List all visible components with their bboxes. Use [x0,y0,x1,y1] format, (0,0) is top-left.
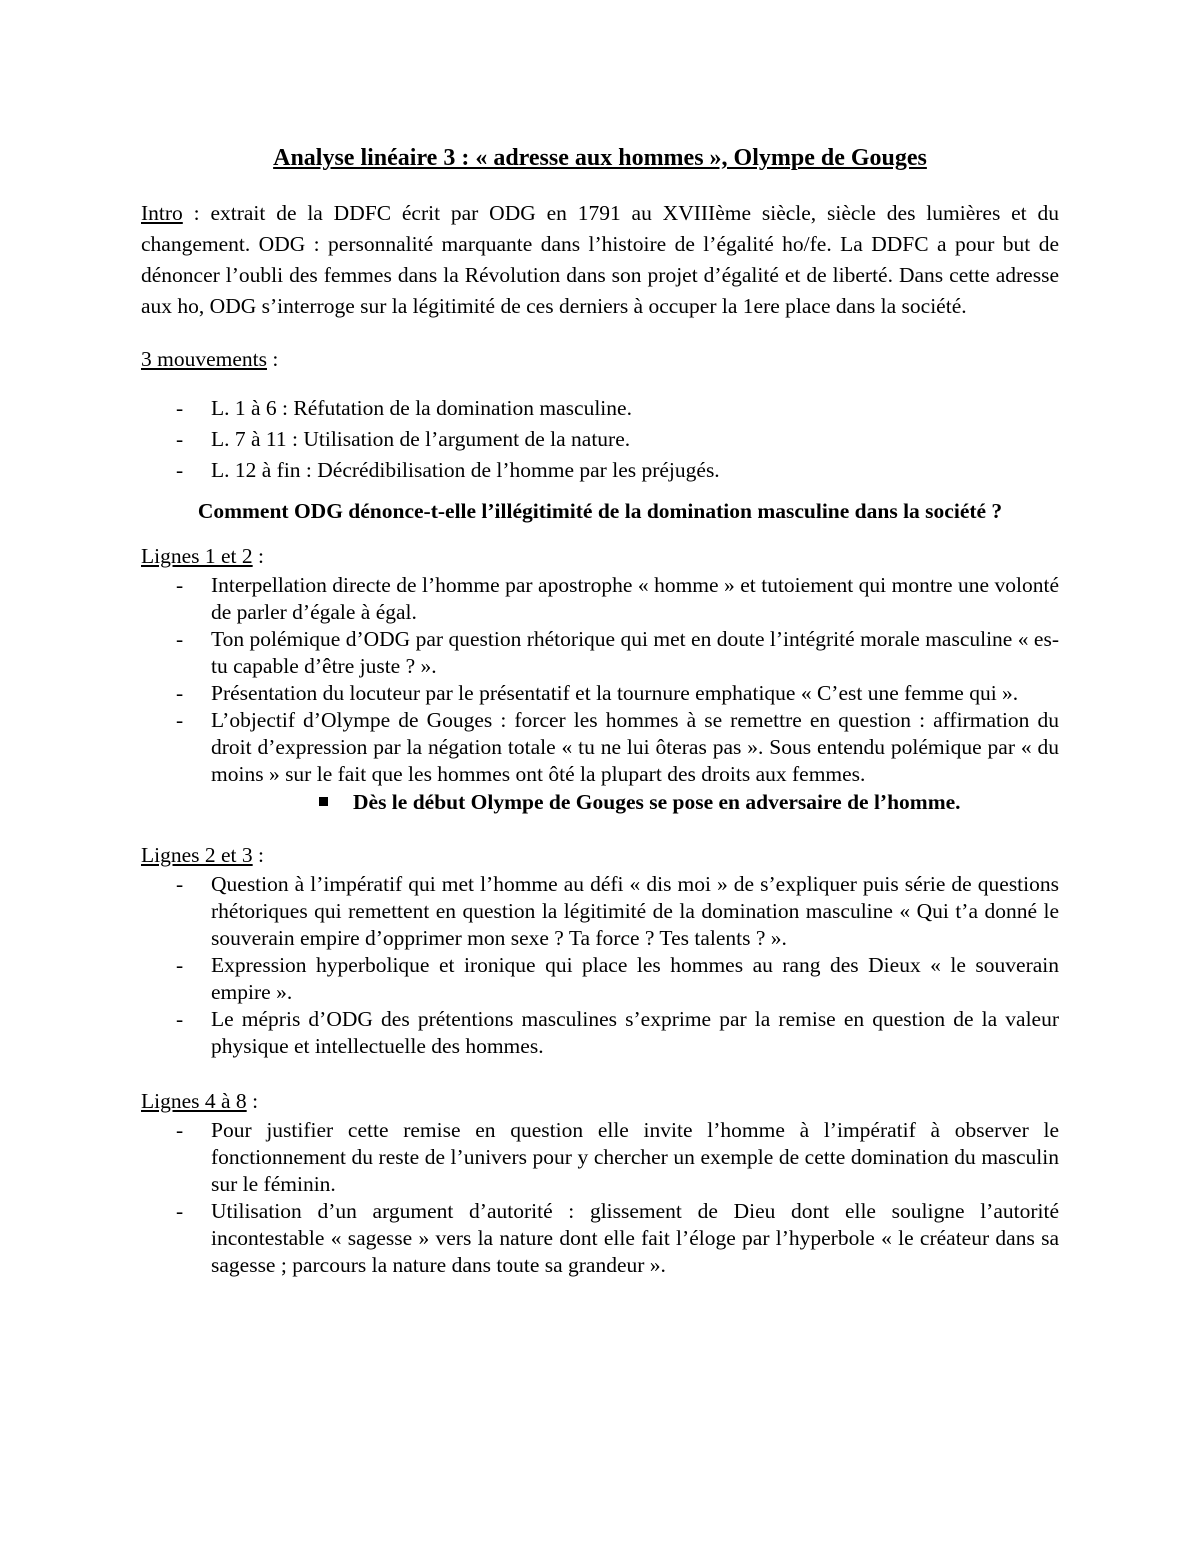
section-heading-lignes-4-8 [141,1086,1059,1117]
section-separator: : [246,1089,259,1113]
movements-separator: : [267,347,279,371]
document-title: Analyse linéaire 3 : « adresse aux hommes », Olympe de Gouges [273,145,927,171]
movements-heading [141,344,1059,375]
list-item: - L’objectif d’Olympe de Gouges : forcer les hommes à se remettre en question : affirmation du droit d’expression par la négation totale « tu ne lui ôteras pas ». Sous entendu polémique par « du moins » sur le fait que les hommes ont ôté la plupart des droits aux femmes. [141,707,1059,788]
section-label: Lignes 1 et 2 [141,544,253,568]
list-item: - Expression hyperbolique et ironique qui place les hommes au rang des Dieux « le souverain empire ». [141,952,1059,1006]
section-separator: : [252,843,265,867]
section-list-lignes-4-8 [141,1117,1059,1279]
intro-paragraph [141,198,1059,322]
list-item: - Utilisation d’un argument d’autorité : glissement de Dieu dont elle souligne l’autorité incontestable « sagesse » vers la nature dont elle fait l’éloge par l’hyperbole « le créateur dans sa sagesse ; parcours la nature dans toute sa grandeur ». [141,1198,1059,1279]
movement-item: - L. 7 à 11 : Utilisation de l’argument de la nature. [141,424,1059,455]
list-item: - Interpellation directe de l’homme par apostrophe « homme » et tutoiement qui montre une volonté de parler d’égale à égal. [141,572,1059,626]
intro-text: extrait de la DDFC écrit par ODG en 1791 au XVIIIème siècle, siècle des lumières et du changement. ODG : personnalité marquante dans l’histoire de l’égalité ho/fe. La DDFC a pour but de dénoncer l’oubli des femmes dans la Révolution dans son projet d’égalité et de liberté. Dans cette adresse aux ho, ODG s’interroge sur la légitimité de ces derniers à occuper la 1ere place dans la société. [141,201,1059,318]
square-bullet-icon [319,797,328,806]
section-separator: : [252,544,265,568]
list-item: - Pour justifier cette remise en question elle invite l’homme à l’impératif à observer le fonctionnement du reste de l’univers pour y chercher un exemple de cette domination du masculin sur le féminin. [141,1117,1059,1198]
section-label: Lignes 2 et 3 [141,843,253,867]
section-list-lignes-1-2 [141,572,1059,788]
list-item: - Ton polémique d’ODG par question rhétorique qui met en doute l’intégrité morale masculine « es-tu capable d’être juste ? ». [141,626,1059,680]
section-heading-lignes-1-2 [141,541,1059,572]
section-conclusion [141,788,1059,816]
movements-label: 3 mouvements [141,347,267,371]
intro-label: Intro [141,201,183,225]
list-item: - Présentation du locuteur par le présentatif et la tournure emphatique « C’est une femme qui ». [141,680,1059,707]
section-heading-lignes-2-3 [141,840,1059,871]
document-page [141,140,1059,1279]
intro-separator: : [182,201,211,225]
movement-item: - L. 12 à fin : Décrédibilisation de l’homme par les préjugés. [141,455,1059,486]
movements-list [141,393,1059,486]
list-item: - Question à l’impératif qui met l’homme au défi « dis moi » de s’expliquer puis série de questions rhétoriques qui remettent en question la légitimité de la domination masculine « Qui t’a donné le souverain empire d’opprimer mon sexe ? Ta force ? Tes talents ? ». [141,871,1059,952]
movement-item: - L. 1 à 6 : Réfutation de la domination masculine. [141,393,1059,424]
problematique: Comment ODG dénonce-t-elle l’illégitimité de la domination masculine dans la société ? [197,499,1003,523]
list-item: - Le mépris d’ODG des prétentions masculines s’exprime par la remise en question de la valeur physique et intellectuelle des hommes. [141,1006,1059,1060]
section-list-lignes-2-3 [141,871,1059,1060]
conclusion-text: Dès le début Olympe de Gouges se pose en adversaire de l’homme. [353,790,961,814]
section-label: Lignes 4 à 8 [141,1089,247,1113]
